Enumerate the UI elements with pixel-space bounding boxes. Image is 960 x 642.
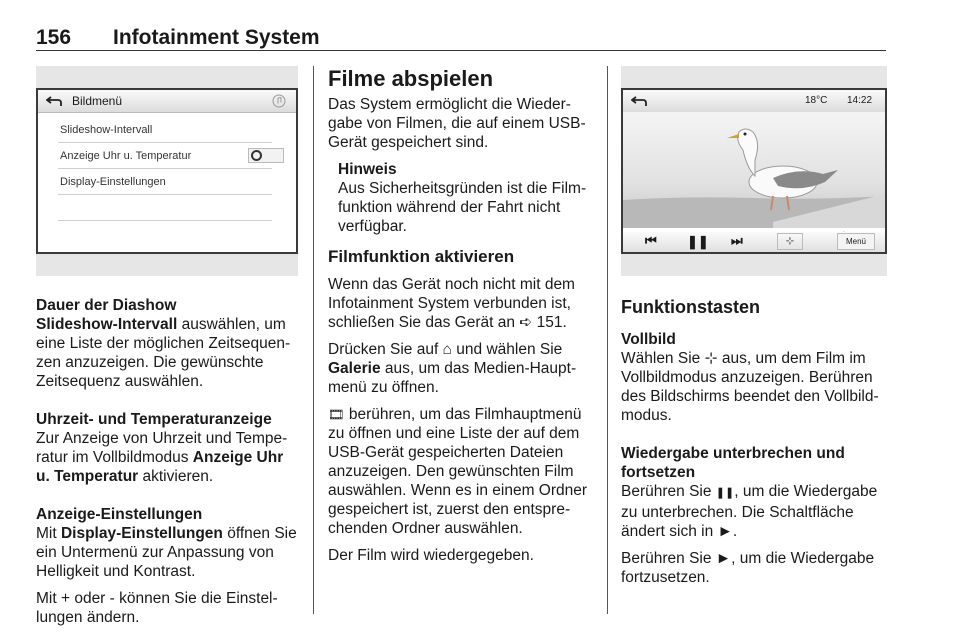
section-heading: Dauer der Diashow: [36, 297, 177, 314]
menu-item-clock-temp[interactable]: Anzeige Uhr u. Temperatur: [60, 150, 192, 162]
ui-term: Galerie: [328, 360, 381, 377]
note-box: [328, 160, 594, 236]
menu-divider: [58, 168, 272, 169]
pause-icon: ❚❚: [715, 487, 735, 499]
section-heading: Vollbild: [621, 331, 676, 348]
subsection-title: Filmfunktion aktivieren: [328, 247, 515, 266]
text: und wählen Sie: [451, 341, 563, 358]
paragraph: Der Film wird wiedergegeben.: [328, 547, 534, 564]
page-number: 156: [36, 26, 72, 49]
screenshot-bildmenu: [36, 66, 298, 276]
ui-term: Slideshow-Intervall: [36, 316, 178, 333]
clock: 14:22: [847, 95, 873, 106]
music-note-icon: [272, 94, 286, 108]
infotainment-screen: [621, 88, 887, 254]
header-rule: [36, 50, 886, 51]
note-text: Aus Sicherheitsgründen ist die Filmfunktion während der Fahrt nicht verfügbar.: [338, 180, 587, 235]
text: Drücken Sie auf: [328, 341, 443, 358]
text: Mit: [36, 525, 61, 542]
section-title: Filme abspielen: [328, 66, 494, 91]
text: aus, um das Medien-Hauptmenü zu öffnen.: [328, 360, 577, 396]
middle-text: [328, 66, 594, 565]
toggle-switch[interactable]: [248, 148, 284, 163]
menu-divider: [58, 194, 272, 195]
menu-button[interactable]: Menü: [837, 233, 875, 250]
video-frame: [623, 112, 885, 228]
page-ref-icon: ➪: [519, 314, 533, 331]
section-heading: Wiedergabe unterbrechen und fortsetzen: [621, 445, 845, 481]
paragraph: [621, 549, 887, 587]
previous-icon[interactable]: ⏮: [645, 233, 657, 248]
text: Wenn das Gerät noch nicht mit dem Infotainment System verbunden ist, schließen Sie das Gerät an: [328, 276, 575, 331]
text: Zur Anzeige von Uhrzeit und Temperatur im Vollbildmodus: [36, 430, 288, 466]
column-divider-2: [607, 66, 608, 614]
right-text: [621, 296, 887, 587]
paragraph: Mit + oder - können Sie die Einstellungen ändern.: [36, 590, 278, 626]
screen-title-bar: [38, 90, 296, 113]
page-title: Infotainment System: [113, 26, 320, 49]
text: berühren, um das Filmhauptmenü zu öffnen und eine Liste der auf dem USB-Gerät gespeicherten Dateien anzuzeigen. Den gewünschten Film auswählen. Wenn es in einem Ordner gespeichert ist, zuerst den entsprechenden Ordner auswählen.: [328, 406, 588, 537]
text: 151.: [532, 314, 567, 331]
paragraph: [621, 349, 887, 425]
screen-title: Bildmenü: [72, 94, 123, 108]
screen-status-bar: [623, 90, 885, 113]
subsection-title: Funktionstasten: [621, 297, 761, 317]
paragraph: [36, 429, 298, 486]
temperature: 18°C: [805, 95, 828, 106]
menu-item-display[interactable]: Display-Einstellungen: [60, 176, 166, 188]
fullscreen-icon[interactable]: ⊹: [777, 233, 803, 250]
text: Wählen Sie: [621, 350, 705, 367]
ui-term: Display-Einstellungen: [60, 525, 223, 542]
infotainment-screen: [36, 88, 298, 254]
text: , um die Wiedergabe zu unterbrechen. Die Schaltfläche ändert sich in: [621, 483, 878, 540]
paragraph: [328, 275, 594, 332]
column-divider-1: [313, 66, 314, 614]
fullscreen-icon: ⊹: [704, 350, 718, 367]
section-heading: Uhrzeit- und Temperaturanzeige: [36, 411, 272, 428]
control-bar: [623, 232, 885, 252]
section-heading: Anzeige-Einstellungen: [36, 506, 203, 523]
back-icon[interactable]: [631, 95, 647, 107]
play-icon: ►: [715, 550, 732, 567]
home-icon: ⌂: [442, 341, 452, 358]
menu-divider: [58, 220, 272, 221]
play-icon: ►: [717, 523, 733, 540]
pause-icon[interactable]: ❚❚: [687, 234, 709, 249]
text: aktivieren.: [138, 468, 214, 485]
ui-term: Anzeige Uhr u. Temperatur: [36, 449, 284, 485]
text: Berühren Sie: [621, 550, 716, 567]
back-icon: [46, 95, 62, 107]
next-icon[interactable]: ⏭: [731, 233, 743, 248]
text: Berühren Sie: [621, 483, 716, 500]
text: aus, um dem Film im Vollbildmodus anzuzeigen. Berühren des Bildschirms beendet den Vollbildmodus.: [621, 350, 879, 424]
text: , um die Wiedergabe fortzusetzen.: [621, 550, 875, 586]
seagull-image: [623, 112, 885, 228]
paragraph: [621, 482, 887, 541]
text: öffnen Sie ein Untermenü zur Anpassung von Helligkeit und Kontrast.: [36, 525, 297, 580]
paragraph: [36, 315, 298, 391]
paragraph: [328, 340, 594, 397]
paragraph: [328, 405, 594, 538]
menu-item-slideshow[interactable]: Slideshow-Intervall: [60, 124, 153, 136]
menu-divider: [58, 142, 272, 143]
toggle-knob: [251, 150, 262, 161]
left-text: [36, 296, 298, 627]
intro-paragraph: Das System ermöglicht die Wiedergabe von Filmen, die auf einem USB-Gerät gespeichert sind.: [328, 96, 586, 151]
paragraph: [36, 524, 298, 581]
text: .: [732, 523, 738, 540]
note-title: Hinweis: [338, 161, 397, 178]
screenshot-video: [621, 66, 887, 276]
text: auswählen, um eine Liste der möglichen Zeitsequenzen anzuzeigen. Die gewünschte Zeitsequenz auswählen.: [36, 316, 291, 390]
film-icon: 🎞: [328, 407, 345, 422]
